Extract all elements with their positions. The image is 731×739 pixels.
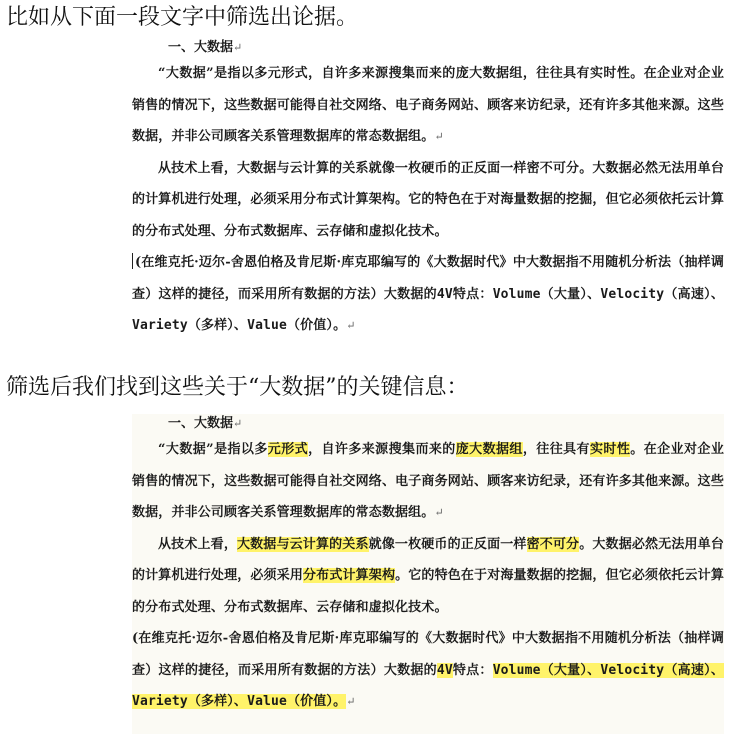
paragraph-4v: (在维克托·迈尔-舍恩伯格及肯尼斯·库克耶编写的《大数据时代》中大数据指不用随机分析法（抽样调查）这样的捷径，而采用所有数据的方法）大数据的4V特点：Volume（大量）、Velocity（高速）、Variety（多样）、Value（价值）。↵ (132, 255, 725, 333)
paragraph-4v-highlighted: (在维克托·迈尔-舍恩伯格及肯尼斯·库克耶编写的《大数据时代》中大数据指不用随机分析法（抽样调查）这样的捷径，而采用所有数据的方法）大数据的4V特点：Volume（大量）、Velocity（高速）、Variety（多样）、Value（价值）。↵ (132, 631, 725, 709)
text-cursor (132, 253, 133, 269)
paragraph-technology: 从技术上看，大数据与云计算的关系就像一枚硬币的正反面一样密不可分。大数据必然无法用单台的计算机进行处理，必须采用分布式计算架构。它的特色在于对海量数据的挖掘，但它必须依托云计算的分布式处理、分布式数据库、云存储和虚拟化技术。 (132, 160, 724, 239)
intro-heading: 比如从下面一段文字中筛选出论据。 (6, 5, 359, 30)
highlight-4v-list: Volume（大量）、Velocity（高速）、Variety（多样）、Value（价值）。 (132, 662, 725, 709)
highlighted-excerpt (132, 414, 724, 734)
highlight-4v: 4V (436, 662, 453, 678)
filtered-heading: 筛选后我们找到这些关于“大数据”的关键信息： (6, 375, 469, 400)
highlight-multiform: 元形式 (267, 442, 309, 457)
paragraph-technology-highlighted: 从技术上看，大数据与云计算的关系就像一枚硬币的正反面一样密不可分。大数据必然无法用单台的计算机进行处理，必须采用分布式计算架构。它的特色在于对海量数据的挖掘，但它必须依托云计算的分布式处理、分布式数据库、云存储和虚拟化技术。 (132, 536, 724, 615)
highlight-cloud-relation: 大数据与云计算的关系 (236, 536, 369, 552)
highlight-inseparable: 密不可分 (526, 536, 580, 552)
highlight-realtime: 实时性 (589, 442, 631, 457)
highlight-huge-dataset: 庞大数据组 (455, 442, 523, 457)
highlight-distributed-architecture: 分布式计算架构 (303, 568, 396, 583)
paragraph-definition: “大数据”是指以多元形式，自许多来源搜集而来的庞大数据组，往往具有实时性。在企业对企业销售的情况下，这些数据可能得自社交网络、电子商务网站、顾客来访纪录，还有许多其他来源。这些数据，并非公司顾客关系管理数据库的常态数据组。↵ (132, 66, 724, 144)
paragraph-definition-highlighted: “大数据”是指以多元形式，自许多来源搜集而来的庞大数据组，往往具有实时性。在企业对企业销售的情况下，这些数据可能得自社交网络、电子商务网站、顾客来访纪录，还有许多其他来源。这些数据，并非公司顾客关系管理数据库的常态数据组。↵ (132, 442, 724, 520)
section-title-highlighted: 一、大数据↵ (168, 416, 243, 431)
section-title: 一、大数据↵ (168, 40, 243, 55)
original-excerpt (132, 38, 724, 370)
